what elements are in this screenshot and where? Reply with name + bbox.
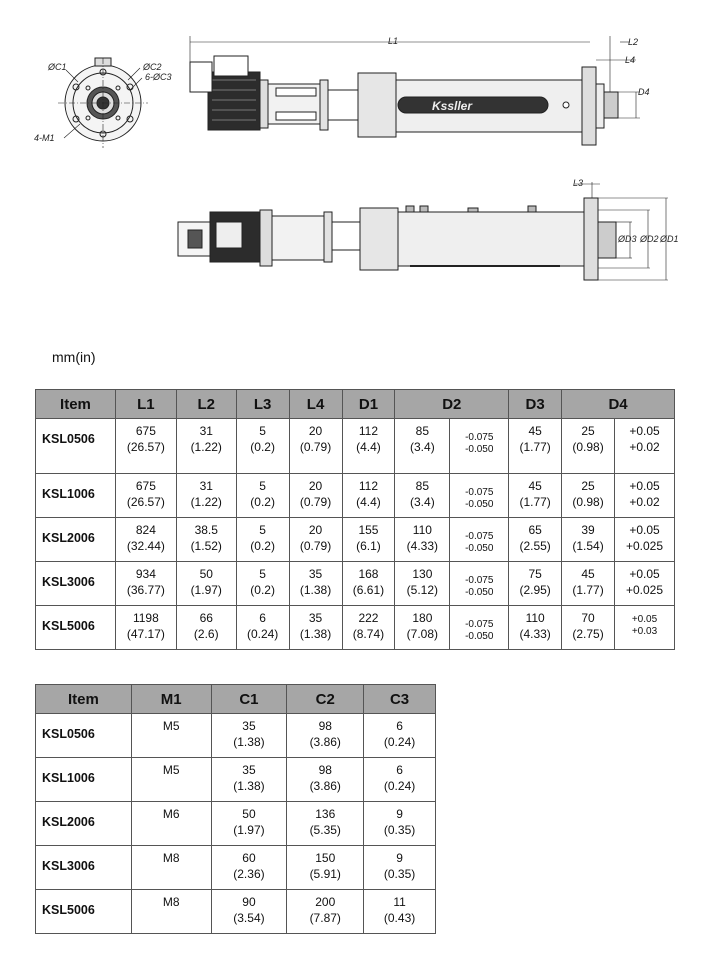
cell-item: KSL2006 xyxy=(36,802,132,846)
cell-m1: M6 xyxy=(131,802,211,846)
units-label: mm(in) xyxy=(52,349,96,365)
cell-l2 xyxy=(176,474,236,518)
value-metric: 150 xyxy=(315,851,336,865)
value-metric: 65 xyxy=(528,523,542,537)
tol-upper: +0.05 xyxy=(629,424,660,438)
value-inch: (1.97) xyxy=(233,823,265,837)
label-l3: L3 xyxy=(573,178,584,188)
value-metric: 112 xyxy=(358,424,379,438)
cell-item: KSL5006 xyxy=(36,606,116,650)
value-inch: (26.57) xyxy=(126,440,165,454)
header-l3: L3 xyxy=(236,390,289,419)
cell-d2-tolerance xyxy=(450,518,509,562)
header-l4: L4 xyxy=(289,390,342,419)
value-metric: 155 xyxy=(358,523,379,537)
value-inch: (0.24) xyxy=(383,779,416,793)
header-c1: C1 xyxy=(211,685,287,714)
cell-c3 xyxy=(364,714,436,758)
value-metric: 934 xyxy=(135,567,156,581)
header-c3: C3 xyxy=(364,685,436,714)
value-inch: (5.35) xyxy=(309,823,341,837)
tol-lower: -0.050 xyxy=(465,587,494,598)
value-metric: 45 xyxy=(581,567,595,581)
cell-d4-tolerance xyxy=(615,562,675,606)
value-inch: (0.2) xyxy=(250,495,275,509)
value-inch: (1.38) xyxy=(233,735,265,749)
value-inch: (2.75) xyxy=(572,627,604,641)
label-c2: ØC2 xyxy=(143,62,162,72)
cell-d4 xyxy=(562,606,615,650)
table-header-row xyxy=(36,685,436,714)
cell-l4 xyxy=(289,518,342,562)
value-metric: 675 xyxy=(135,424,156,438)
value-inch: (1.77) xyxy=(572,583,604,597)
cell-l1 xyxy=(115,606,176,650)
cell-m1: M8 xyxy=(131,846,211,890)
cell-c2 xyxy=(287,846,364,890)
label-c3: 6-ØC3 xyxy=(145,72,172,82)
label-l1: L1 xyxy=(388,36,399,46)
value-inch: (2.95) xyxy=(519,583,551,597)
cell-item: KSL0506 xyxy=(36,714,132,758)
cell-d2-tolerance xyxy=(450,562,509,606)
value-metric: 50 xyxy=(199,567,213,581)
label-d2: ØD2 xyxy=(640,234,659,244)
actuator-side-view xyxy=(178,198,616,280)
value-metric: 222 xyxy=(358,611,379,625)
value-metric: 35 xyxy=(308,567,323,581)
value-metric: 6 xyxy=(396,719,403,733)
cell-m1: M5 xyxy=(131,758,211,802)
value-inch: (0.98) xyxy=(572,440,604,454)
value-metric: 25 xyxy=(581,479,595,493)
cell-d2-tolerance xyxy=(450,474,509,518)
value-metric: 110 xyxy=(525,611,545,625)
value-inch: (26.57) xyxy=(126,495,165,509)
value-metric: 168 xyxy=(358,567,379,581)
value-inch: (0.2) xyxy=(250,440,275,454)
cell-c2 xyxy=(287,802,364,846)
cell-l3 xyxy=(236,562,289,606)
cell-d2 xyxy=(395,562,450,606)
value-metric: 45 xyxy=(528,424,542,438)
flange-front-view xyxy=(58,58,148,148)
cell-l1 xyxy=(115,474,176,518)
cell-c1 xyxy=(211,846,287,890)
tol-lower: -0.050 xyxy=(465,499,494,510)
tol-lower: +0.03 xyxy=(631,626,658,637)
value-inch: (7.87) xyxy=(309,911,341,925)
value-metric: 39 xyxy=(581,523,595,537)
tol-lower: +0.02 xyxy=(629,440,660,454)
value-inch: (0.98) xyxy=(572,495,604,509)
value-metric: 38.5 xyxy=(194,523,218,537)
value-inch: (0.35) xyxy=(383,823,416,837)
value-inch: (0.24) xyxy=(246,627,279,641)
value-metric: 6 xyxy=(259,611,266,625)
value-inch: (1.77) xyxy=(519,440,551,454)
value-inch: (32.44) xyxy=(126,539,165,553)
header-d2: D2 xyxy=(395,390,509,419)
table-row xyxy=(36,890,436,934)
value-inch: (2.55) xyxy=(519,539,551,553)
value-metric: 6 xyxy=(396,763,403,777)
cell-l1 xyxy=(115,518,176,562)
header-d1: D1 xyxy=(342,390,395,419)
value-metric: 675 xyxy=(135,479,156,493)
value-metric: 1198 xyxy=(132,611,159,625)
cell-c1 xyxy=(211,890,287,934)
value-inch: (7.08) xyxy=(406,627,439,641)
value-metric: 136 xyxy=(315,807,336,821)
value-metric: 25 xyxy=(581,424,595,438)
cell-d4 xyxy=(562,562,615,606)
value-metric: 824 xyxy=(135,523,156,537)
tol-lower: -0.050 xyxy=(465,444,494,455)
value-inch: (0.79) xyxy=(299,440,332,454)
table-row xyxy=(36,802,436,846)
value-metric: 60 xyxy=(242,851,256,865)
cell-c1 xyxy=(211,802,287,846)
cell-item: KSL3006 xyxy=(36,562,116,606)
value-metric: 11 xyxy=(393,895,406,909)
cell-l2 xyxy=(176,562,236,606)
table-row xyxy=(36,562,675,606)
cell-d3 xyxy=(509,474,562,518)
value-inch: (0.79) xyxy=(299,495,332,509)
cell-d1 xyxy=(342,562,395,606)
label-l2: L2 xyxy=(628,37,639,47)
value-inch: (0.2) xyxy=(250,539,275,553)
cell-item: KSL2006 xyxy=(36,518,116,562)
tol-upper: -0.075 xyxy=(465,575,494,586)
value-inch: (0.43) xyxy=(383,911,416,925)
cell-d2-tolerance xyxy=(450,419,509,474)
value-metric: 35 xyxy=(242,763,256,777)
value-inch: (6.1) xyxy=(356,539,381,553)
value-inch: (3.86) xyxy=(309,779,341,793)
cell-c2 xyxy=(287,714,364,758)
value-inch: (4.33) xyxy=(406,539,439,553)
value-metric: 98 xyxy=(318,719,332,733)
cell-d2 xyxy=(395,518,450,562)
cell-d2-tolerance xyxy=(450,606,509,650)
tol-upper: -0.075 xyxy=(465,432,494,443)
value-metric: 9 xyxy=(396,851,403,865)
cell-l2 xyxy=(176,518,236,562)
value-metric: 200 xyxy=(315,895,336,909)
value-inch: (1.22) xyxy=(190,495,222,509)
table-row xyxy=(36,419,675,474)
cell-c2 xyxy=(287,758,364,802)
value-inch: (1.77) xyxy=(519,495,551,509)
cell-m1: M5 xyxy=(131,714,211,758)
cell-d4-tolerance xyxy=(615,474,675,518)
value-inch: (1.38) xyxy=(299,627,332,641)
value-metric: 85 xyxy=(415,424,430,438)
cell-l4 xyxy=(289,419,342,474)
cell-l1 xyxy=(115,562,176,606)
value-metric: 20 xyxy=(308,523,323,537)
value-metric: 5 xyxy=(259,424,266,438)
value-inch: (1.52) xyxy=(190,539,222,553)
tol-lower: -0.050 xyxy=(465,631,494,642)
value-metric: 50 xyxy=(242,807,256,821)
header-d4: D4 xyxy=(562,390,675,419)
cell-d4-tolerance xyxy=(615,518,675,562)
value-inch: (0.79) xyxy=(299,539,332,553)
header-c2: C2 xyxy=(287,685,364,714)
value-inch: (1.97) xyxy=(190,583,222,597)
tol-upper: +0.05 xyxy=(631,614,658,625)
cell-d2 xyxy=(395,419,450,474)
header-item: Item xyxy=(36,390,116,419)
value-metric: 112 xyxy=(358,479,379,493)
value-metric: 20 xyxy=(308,479,323,493)
value-metric: 70 xyxy=(581,611,595,625)
table-row xyxy=(36,846,436,890)
value-inch: (3.4) xyxy=(410,495,435,509)
brand-logo: Kssller xyxy=(432,99,473,113)
value-inch: (1.38) xyxy=(233,779,265,793)
cell-l3 xyxy=(236,518,289,562)
cell-l4 xyxy=(289,562,342,606)
value-inch: (0.24) xyxy=(383,735,416,749)
cell-l2 xyxy=(176,419,236,474)
value-inch: (2.6) xyxy=(193,627,219,641)
value-metric: 35 xyxy=(242,719,256,733)
cell-l4 xyxy=(289,474,342,518)
cell-item: KSL1006 xyxy=(36,758,132,802)
value-metric: 90 xyxy=(242,895,256,909)
header-m1: M1 xyxy=(131,685,211,714)
cell-c3 xyxy=(364,846,436,890)
value-metric: 130 xyxy=(412,567,433,581)
value-inch: (4.4) xyxy=(356,495,381,509)
value-metric: 98 xyxy=(318,763,332,777)
value-inch: (1.22) xyxy=(190,440,222,454)
cell-c3 xyxy=(364,890,436,934)
value-inch: (8.74) xyxy=(352,627,385,641)
cell-d4-tolerance xyxy=(615,419,675,474)
label-l4: L4 xyxy=(625,55,636,65)
tol-lower: +0.02 xyxy=(629,495,660,509)
value-metric: 66 xyxy=(199,611,213,625)
value-inch: (4.4) xyxy=(356,440,381,454)
tol-upper: -0.075 xyxy=(465,531,494,542)
cell-c3 xyxy=(364,758,436,802)
value-inch: (4.33) xyxy=(519,627,551,641)
value-metric: 20 xyxy=(308,424,323,438)
cell-c2 xyxy=(287,890,364,934)
value-inch: (0.35) xyxy=(383,867,416,881)
value-inch: (36.77) xyxy=(126,583,165,597)
tol-upper: -0.075 xyxy=(465,487,494,498)
value-inch: (2.36) xyxy=(233,867,265,881)
value-metric: 85 xyxy=(415,479,430,493)
cell-item: KSL5006 xyxy=(36,890,132,934)
cell-l3 xyxy=(236,419,289,474)
actuator-top-view xyxy=(190,56,618,145)
tol-lower: +0.025 xyxy=(625,539,664,553)
cell-d1 xyxy=(342,474,395,518)
cell-l1 xyxy=(115,419,176,474)
cell-l3 xyxy=(236,474,289,518)
value-metric: 5 xyxy=(259,523,266,537)
cell-d1 xyxy=(342,518,395,562)
value-metric: 35 xyxy=(308,611,323,625)
header-l1: L1 xyxy=(115,390,176,419)
dimensions-table xyxy=(35,389,675,650)
tol-upper: -0.075 xyxy=(465,619,494,630)
cell-d4-tolerance xyxy=(615,606,675,650)
cell-c3 xyxy=(364,802,436,846)
value-metric: 5 xyxy=(259,567,266,581)
table-row xyxy=(36,758,436,802)
value-metric: 75 xyxy=(528,567,542,581)
cell-d4 xyxy=(562,419,615,474)
table-row xyxy=(36,474,675,518)
value-inch: (3.54) xyxy=(233,911,265,925)
tol-upper: +0.05 xyxy=(629,479,660,493)
value-inch: (6.61) xyxy=(352,583,385,597)
cell-d3 xyxy=(509,419,562,474)
label-m1: 4-M1 xyxy=(34,133,55,143)
tol-lower: -0.050 xyxy=(465,543,494,554)
cell-c1 xyxy=(211,758,287,802)
cell-d3 xyxy=(509,562,562,606)
header-item: Item xyxy=(36,685,132,714)
header-d3: D3 xyxy=(509,390,562,419)
flange-table xyxy=(35,684,436,934)
label-d4: D4 xyxy=(638,87,650,97)
cell-d3 xyxy=(509,518,562,562)
value-metric: 9 xyxy=(396,807,403,821)
value-inch: (3.4) xyxy=(410,440,435,454)
table-row xyxy=(36,518,675,562)
cell-item: KSL1006 xyxy=(36,474,116,518)
label-d1: ØD1 xyxy=(660,234,679,244)
table-row xyxy=(36,714,436,758)
value-metric: 31 xyxy=(199,479,213,493)
cell-d1 xyxy=(342,606,395,650)
value-metric: 31 xyxy=(199,424,213,438)
cell-l3 xyxy=(236,606,289,650)
tol-upper: +0.05 xyxy=(629,523,660,537)
cell-c1 xyxy=(211,714,287,758)
label-d3: ØD3 xyxy=(618,234,637,244)
cell-m1: M8 xyxy=(131,890,211,934)
tol-upper: +0.05 xyxy=(629,567,660,581)
value-inch: (1.54) xyxy=(572,539,604,553)
cell-l2 xyxy=(176,606,236,650)
value-metric: 110 xyxy=(412,523,432,537)
cell-d3 xyxy=(509,606,562,650)
value-inch: (5.12) xyxy=(406,583,439,597)
cell-d4 xyxy=(562,474,615,518)
cell-d4 xyxy=(562,518,615,562)
tol-lower: +0.025 xyxy=(625,583,664,597)
cell-d1 xyxy=(342,419,395,474)
value-inch: (0.2) xyxy=(250,583,275,597)
header-l2: L2 xyxy=(176,390,236,419)
cell-item: KSL3006 xyxy=(36,846,132,890)
label-c1: ØC1 xyxy=(48,62,67,72)
value-metric: 5 xyxy=(259,479,266,493)
value-inch: (3.86) xyxy=(309,735,341,749)
value-inch: (47.17) xyxy=(126,627,165,641)
cell-item: KSL0506 xyxy=(36,419,116,474)
value-metric: 45 xyxy=(528,479,542,493)
cell-l4 xyxy=(289,606,342,650)
cell-d2 xyxy=(395,606,450,650)
table-header-row xyxy=(36,390,675,419)
table-row xyxy=(36,606,675,650)
value-inch: (5.91) xyxy=(309,867,341,881)
value-inch: (1.38) xyxy=(299,583,332,597)
value-metric: 180 xyxy=(412,611,433,625)
technical-drawing xyxy=(0,0,720,330)
cell-d2 xyxy=(395,474,450,518)
